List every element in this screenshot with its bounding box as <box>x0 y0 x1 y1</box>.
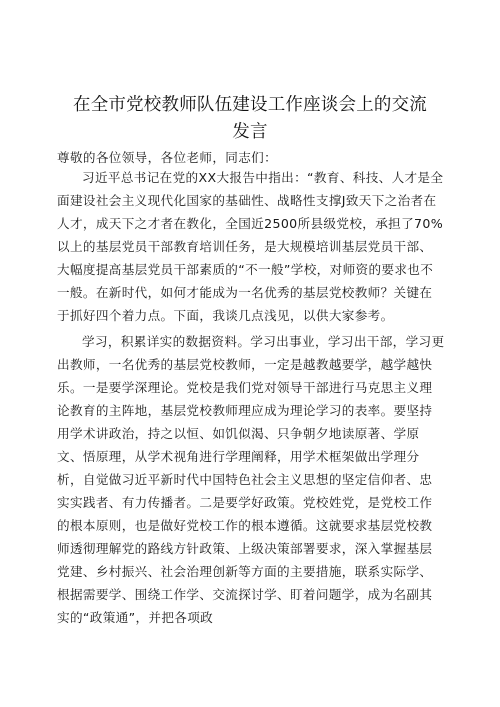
body-paragraph-1: 习近平总书记在党的XX大报告中指出：“教育、科技、人才是全面建设社会主义现代化国家的基础性、战略性支撑J致天下之治者在人才，成天下之才者在教化，全国近2500所县级党校，承担了70%以上的基层党员干部教育培训任务，是大规模培训基层党员干部、大幅度提高基层党员干部素质的“不一般”学校，对师资的要求也不一般。在新时代，如何才能成为一名优秀的基层党校教师？关键在于抓好四个着力点。下面，我谈几点浅见，以供大家参考。 <box>57 170 444 323</box>
greeting: 尊敬的各位领导，各位老师，同志们： <box>57 150 278 165</box>
body-paragraph-2: 学习，积累详实的数据资料。学习出事业，学习出干部，学习更出教师，一名优秀的基层党校教师，一定是越教越要学，越学越快乐。一是要学深理论。党校是我们党对领导干部进行马克思主义理论教育的主阵地，基层党校教师理应成为理论学习的表率。要坚持用学术讲政治，持之以恒、如饥似渴、只争朝夕地读原著、学原文、悟原理，从学术视角进行学理阐释，用学术框架做出学理分析，自觉做习近平新时代中国特色社会主义思想的坚定信仰者、忠实实践者、有力传播者。二是要学好政策。党校姓党，是党校工作的根本原则，也是做好党校工作的根本遵循。这就要求基层党校教师透彻理解党的路线方针政策、上级决策部署要求，深入掌握基层党建、乡村振兴、社会治理创新等方面的主要措施，联系实际学、根据需要学、围绕工作学、交流探讨学、盯着问题学，成为名副其实的“政策通”，并把各项政 <box>57 334 445 625</box>
document-title-line-2: 发言 <box>232 122 268 142</box>
document-title-line-1: 在全市党校教师队伍建设工作座谈会上的交流 <box>73 95 427 115</box>
